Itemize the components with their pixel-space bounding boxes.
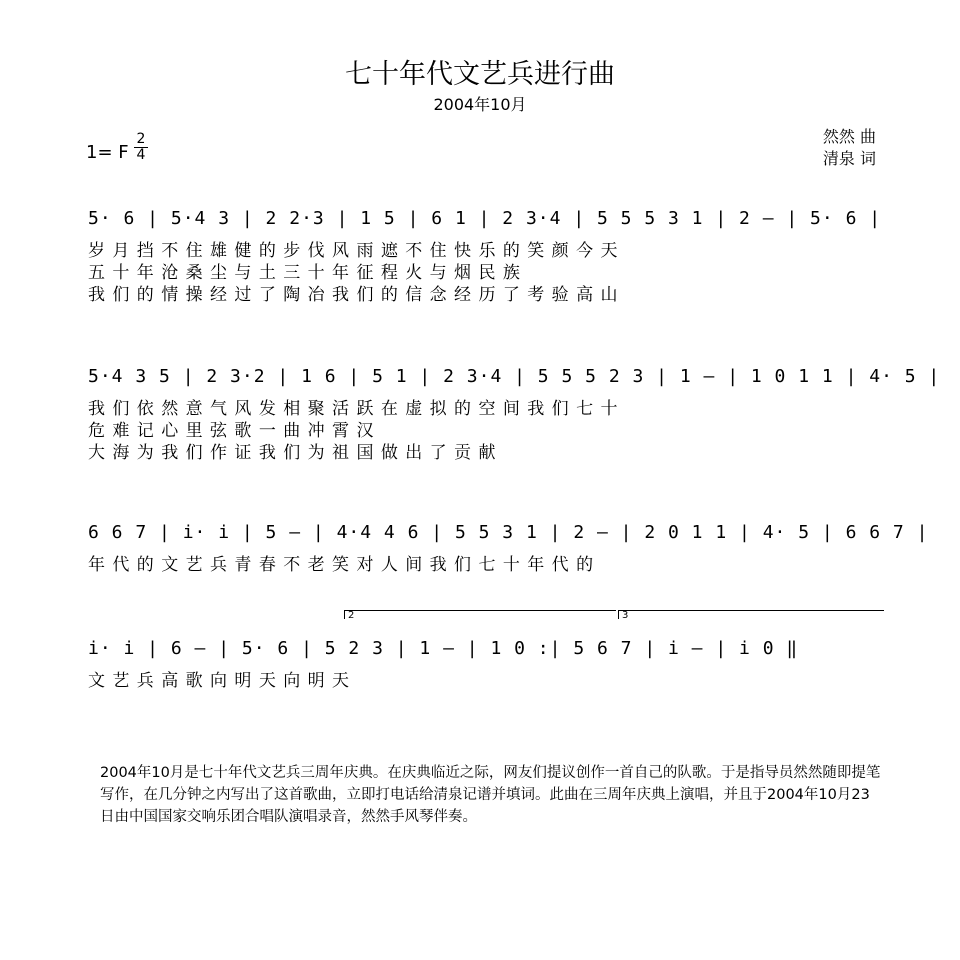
notation-line: i· i | 6 – | 5· 6 | 5 2 3 | 1 – | 1 0 :| 5 6 7 | i – | i 0 ‖ bbox=[88, 638, 799, 659]
notation-line: 5· 6 | 5·4 3 | 2 2·3 | 1 5 | 6 1 | 2 3·4 | 5 5 5 3 1 | 2 – | 5· 6 | bbox=[88, 208, 882, 229]
lyric-verse-1: 年 代 的 文 艺 兵 青 春 不 老 笑 对 人 间 我 们 七 十 年 代 的 bbox=[88, 555, 595, 575]
time-signature-top: 2 bbox=[136, 131, 146, 147]
time-signature bbox=[134, 132, 148, 163]
lyric-verse-1: 我 们 依 然 意 气 风 发 相 聚 活 跃 在 虚 拟 的 空 间 我 们 七 十 bbox=[88, 399, 619, 419]
notation-line: 6 6 7 | i· i | 5 – | 4·4 4 6 | 5 5 3 1 | 2 – | 2 0 1 1 | 4· 5 | 6 6 7 | bbox=[88, 522, 929, 543]
song-title: 七十年代文艺兵进行曲 bbox=[345, 59, 615, 90]
notation-line: 5·4 3 5 | 2 3·2 | 1 6 | 5 1 | 2 3·4 | 5 5 5 2 3 | 1 – | 1 0 1 1 | 4· 5 | bbox=[88, 366, 941, 387]
lyric-verse-3: 大 海 为 我 们 作 证 我 们 为 祖 国 做 出 了 贡 献 bbox=[88, 443, 497, 463]
key-signature: 1= F bbox=[86, 142, 129, 163]
song-description: 2004年10月是七十年代文艺兵三周年庆典。在庆典临近之际，网友们提议创作一首自己的队歌。于是指导员然然随即提笔写作，在几分钟之内写出了这首歌曲，立即打电话给清泉记谱并填词。此曲在三周年庆典上演唱，并且于2004年10月23日由中国国家交响乐团合唱队演唱录音，然然手风琴伴奏。 bbox=[100, 765, 881, 825]
lyricist-credit: 清泉 词 bbox=[822, 149, 876, 168]
lyric-verse-1: 岁 月 挡 不 住 雄 健 的 步 伐 风 雨 遮 不 住 快 乐 的 笑 颜 今 天 bbox=[88, 241, 619, 261]
time-signature-bottom: 4 bbox=[134, 147, 148, 163]
volta-bracket-3: 3 bbox=[618, 610, 884, 619]
lyric-verse-2: 五 十 年 沧 桑 尘 与 土 三 十 年 征 程 火 与 烟 民 族 bbox=[88, 263, 521, 283]
lyric-verse-1: 文 艺 兵 高 歌 向 明 天 向 明 天 bbox=[88, 671, 351, 691]
song-date: 2004年10月 bbox=[433, 95, 527, 114]
lyric-verse-3: 我 们 的 情 操 经 过 了 陶 冶 我 们 的 信 念 经 历 了 考 验 高 山 bbox=[88, 285, 619, 305]
lyric-verse-2: 危 难 记 心 里 弦 歌 一 曲 冲 霄 汉 bbox=[88, 421, 375, 441]
composer-credit: 然然 曲 bbox=[822, 127, 876, 146]
volta-bracket-2: 2 bbox=[344, 610, 616, 619]
